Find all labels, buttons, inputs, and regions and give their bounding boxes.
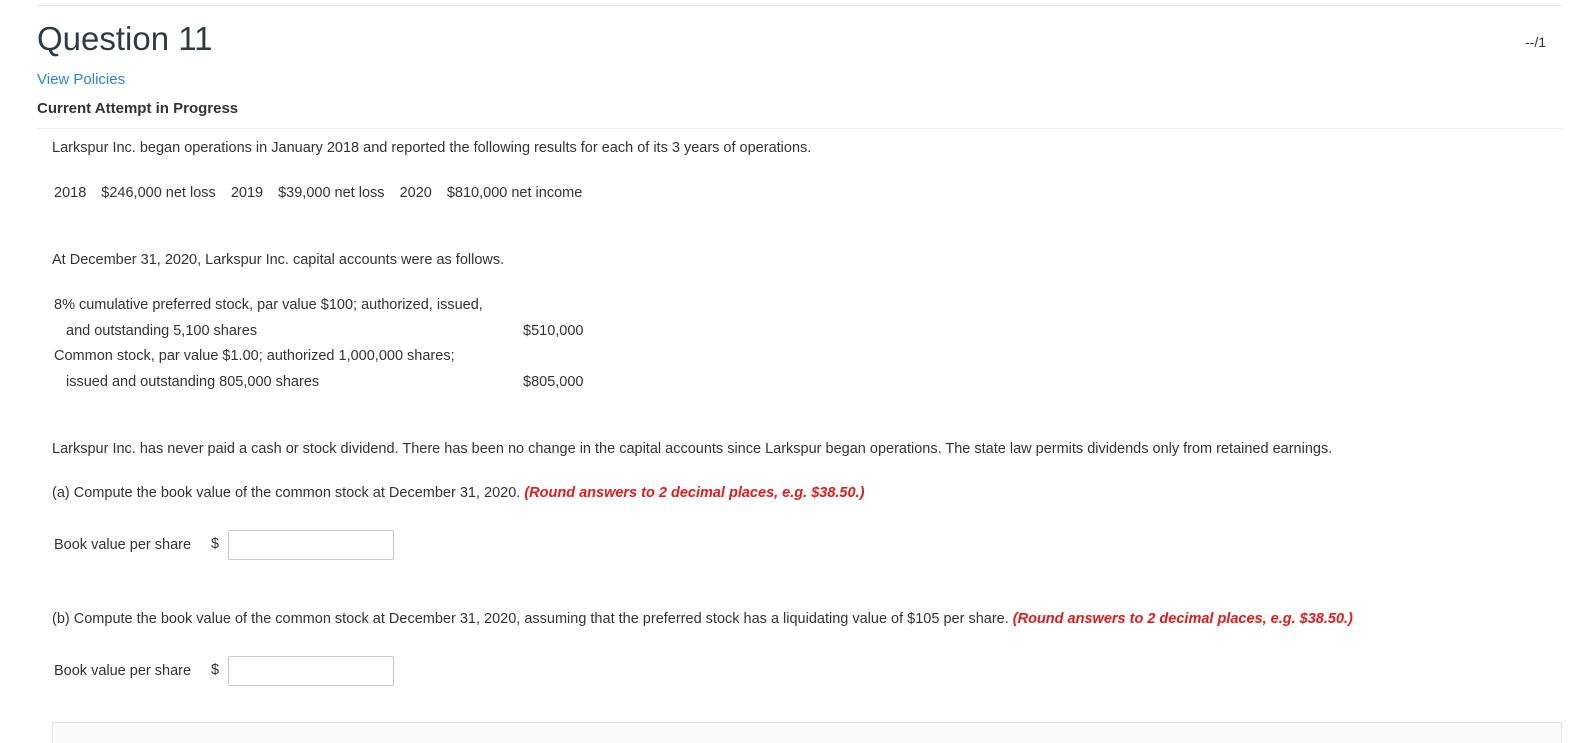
part-a-rounding-note: (Round answers to 2 decimal places, e.g. $38.50.) bbox=[524, 485, 865, 501]
result-year-2019: 2019 bbox=[230, 185, 264, 201]
preferred-stock-line2: and outstanding 5,100 shares bbox=[66, 323, 258, 339]
header-divider bbox=[37, 128, 1562, 129]
intro-text: Larkspur Inc. began operations in January 2018 and reported the following results for each of its 3 years of operations. bbox=[52, 140, 812, 156]
dividend-text: Larkspur Inc. has never paid a cash or stock dividend. There has been no change in the capital accounts since Larkspur began operations. The state law permits dividends only from retained earnings. bbox=[52, 441, 1333, 457]
next-section-box bbox=[52, 722, 1562, 743]
preferred-stock-line1: 8% cumulative preferred stock, par value $100; authorized, issued, bbox=[54, 297, 483, 313]
part-a-answer-input[interactable] bbox=[228, 530, 394, 560]
part-a-label: (a) bbox=[52, 485, 70, 501]
capital-intro-text: At December 31, 2020, Larkspur Inc. capital accounts were as follows. bbox=[52, 252, 505, 268]
part-a-field-label: Book value per share bbox=[54, 537, 192, 553]
top-divider bbox=[37, 5, 1562, 6]
part-b-answer-input[interactable] bbox=[228, 656, 394, 686]
common-stock-line2: issued and outstanding 805,000 shares bbox=[66, 374, 320, 390]
part-b-rounding-note: (Round answers to 2 decimal places, e.g. $38.50.) bbox=[1012, 611, 1353, 627]
result-year-2018: 2018 bbox=[54, 185, 87, 201]
question-score: --/1 bbox=[1525, 34, 1546, 50]
part-a-text: Compute the book value of the common stock at December 31, 2020. bbox=[73, 485, 521, 501]
common-stock-amount: $805,000 bbox=[523, 374, 584, 390]
part-b-label: (b) bbox=[52, 611, 70, 627]
view-policies-link[interactable]: View Policies bbox=[37, 71, 126, 88]
part-b-field-label: Book value per share bbox=[54, 663, 192, 679]
result-value-2019: $39,000 net loss bbox=[278, 185, 385, 201]
operating-results bbox=[54, 185, 593, 201]
part-b-prompt bbox=[52, 611, 1353, 627]
common-stock-line1: Common stock, par value $1.00; authorized 1,000,000 shares; bbox=[54, 348, 455, 364]
result-value-2018: $246,000 net loss bbox=[101, 185, 216, 201]
part-a-prompt bbox=[52, 485, 864, 501]
part-a-currency: $ bbox=[211, 536, 220, 552]
result-year-2020: 2020 bbox=[399, 185, 432, 201]
result-value-2020: $810,000 net income bbox=[446, 185, 583, 201]
part-b-text: Compute the book value of the common stock at December 31, 2020, assuming that the preferred stock has a liquidating value of $105 per share. bbox=[73, 611, 1009, 627]
attempt-status: Current Attempt in Progress bbox=[37, 100, 239, 117]
part-b-currency: $ bbox=[211, 662, 220, 678]
question-title: Question 11 bbox=[37, 20, 213, 57]
preferred-stock-amount: $510,000 bbox=[523, 323, 584, 339]
